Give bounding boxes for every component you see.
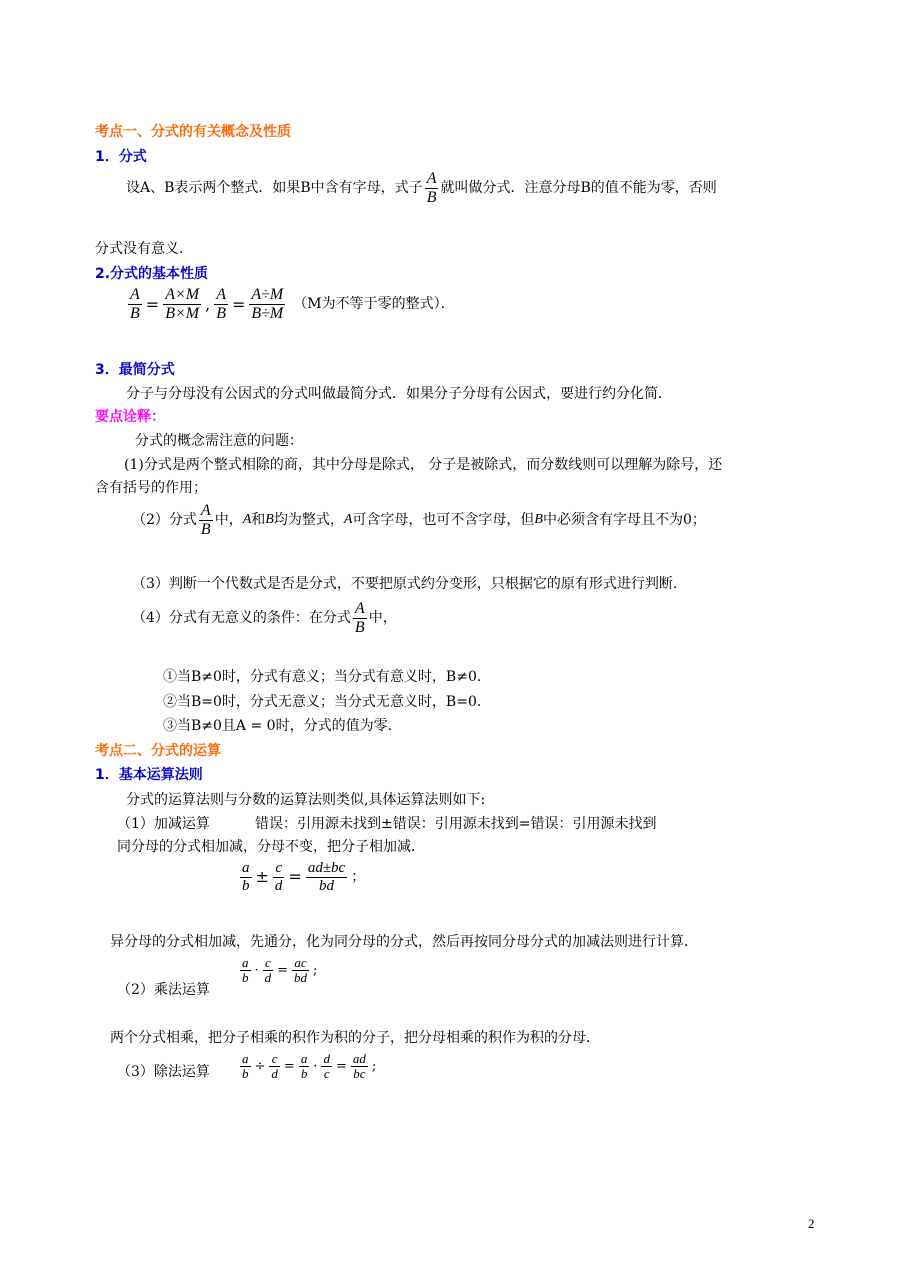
frac-ad-bc: $\frac{ad}{bc}$	[352, 1051, 366, 1082]
semicolon-2: ;	[313, 963, 318, 978]
dot-operator-2: ·	[313, 1059, 318, 1074]
var-A: A	[242, 511, 252, 527]
key-note-1-line-a: (1)分式是两个整式相除的商，其中分母是除式， 分子是被除式，而分数线则可以理解为除号，还	[124, 457, 723, 473]
add-sub-error-text: 错误：引用源未找到±错误：引用源未找到=错误：引用源未找到	[255, 816, 657, 832]
frac-ac-bd: $\frac{ac}{bd}$	[294, 955, 308, 986]
add-sub-label: （1）加减运算	[117, 816, 210, 832]
fraction-A-over-B-3: $\frac{A}{B}$	[354, 600, 365, 636]
comma: ,	[205, 294, 211, 314]
equals-sign: =	[145, 294, 160, 314]
property-note: （M为不等于零的整式）．	[293, 295, 455, 312]
heading-basic-property: 2.分式的基本性质	[95, 266, 209, 282]
frac-c-d: $\frac{c}{d}$	[274, 860, 283, 894]
var-B: B	[265, 511, 274, 527]
key-note-1-line-b: 含有括号的作用；	[95, 480, 207, 496]
frac-a-b-2: $\frac{a}{b}$	[242, 955, 249, 986]
key-note-2	[132, 502, 706, 538]
dot-operator: ·	[254, 963, 259, 978]
definition-text-c: 分式没有意义．	[95, 241, 193, 257]
frac-d-c: $\frac{d}{c}$	[323, 1051, 330, 1082]
add-diff-denominator: 异分母的分式相加减，先通分，化为同分母的分式，然后再按同分母分式的加减法则进行计算．	[110, 934, 698, 950]
semicolon: ；	[351, 868, 366, 885]
frac-a-b: $\frac{a}{b}$	[242, 860, 250, 894]
definition-text-a: 设A、B表示两个整式．如果B中含有字母，式子	[126, 179, 423, 196]
semicolon-3: ;	[371, 1059, 377, 1074]
condition-2: ②当B=0时，分式无意义；当分式无意义时，B=0．	[163, 694, 491, 710]
heading-basic-rules: 1．基本运算法则	[95, 767, 203, 783]
definition-line	[126, 170, 717, 206]
plus-minus: ±	[255, 867, 269, 887]
key-note-2-text-5: 中必须含有字母且不为0；	[542, 511, 706, 528]
section-2-title: 考点二、分式的运算	[95, 743, 221, 759]
heading-fraction: 1．分式	[95, 149, 147, 165]
frac-adpmbc-bd: $\frac{ad\pm bc}{bd}$	[307, 860, 346, 894]
frac-a-b-3: $\frac{a}{b}$	[242, 1051, 249, 1082]
key-note-3: （3）判断一个代数式是否是分式，不要把原式约分变形，只根据它的原有形式进行判断．	[132, 576, 687, 592]
var-B-2: B	[534, 511, 543, 527]
equals-sign-4: =	[277, 963, 289, 978]
frac-c-d-2: $\frac{c}{d}$	[264, 955, 272, 986]
key-note-2-text-4: 可含字母，也可不含字母，但	[352, 511, 535, 528]
fraction-A-over-B-2: $\frac{A}{B}$	[200, 502, 211, 538]
var-A-2: A	[343, 511, 353, 527]
frac-A-B-2: $\frac{A}{B}$	[216, 286, 226, 322]
key-notes-title: 要点诠释：	[95, 409, 165, 425]
mul-label: （2）乘法运算	[117, 982, 210, 998]
frac-A-B: $\frac{A}{B}$	[130, 286, 140, 322]
condition-3: ③当B≠0且A = 0时，分式的值为零．	[163, 718, 402, 734]
key-note-2-prefix: （2）分式	[132, 511, 197, 528]
heading-simplest-fraction: 3．最简分式	[95, 362, 175, 378]
equals-sign-2: =	[231, 294, 246, 314]
divide-operator: ÷	[254, 1059, 266, 1074]
frac-AxM-BxM: $\frac{A\times M}{B\times M}$	[165, 286, 200, 322]
equals-sign-6: =	[335, 1059, 347, 1074]
definition-text-b: 就叫做分式．注意分母B的值不能为零，否则	[440, 179, 717, 196]
frac-a-b-4: $\frac{a}{b}$	[300, 1051, 308, 1082]
add-sub-formula	[238, 860, 367, 894]
key-note-2-text-1: 中，	[214, 511, 243, 528]
frac-AdM-BdM: $\frac{A\div M}{B\div M}$	[251, 286, 284, 322]
basic-property-formula	[126, 286, 455, 322]
simplest-fraction-text: 分子与分母没有公因式的分式叫做最简分式．如果分子分母有公因式，要进行约分化简．	[126, 386, 672, 402]
div-formula	[238, 1052, 378, 1082]
equals-sign-5: =	[283, 1059, 295, 1074]
key-note-4-prefix: （4）分式有无意义的条件：在分式	[132, 609, 351, 626]
key-note-2-text-3: 均为整式，	[273, 511, 344, 528]
page-number: 2	[808, 1216, 815, 1231]
div-label: （3）除法运算	[117, 1064, 210, 1080]
condition-1: ①当B≠0时，分式有意义；当分式有意义时，B≠0．	[163, 669, 491, 685]
mul-desc: 两个分式相乘，把分子相乘的积作为积的分子，把分母相乘的积作为积的分母．	[110, 1030, 600, 1046]
fraction-A-over-B: $\frac{A}{B}$	[426, 170, 437, 206]
key-note-4-suffix: 中，	[368, 609, 397, 626]
mul-formula	[238, 956, 319, 986]
rules-intro: 分式的运算法则与分数的运算法则类似,具体运算法则如下:	[126, 792, 486, 808]
add-same-denominator: 同分母的分式相加减，分母不变，把分子相加减．	[117, 839, 425, 855]
frac-c-d-3: $\frac{c}{d}$	[271, 1051, 278, 1082]
key-notes-intro: 分式的概念需注意的问题：	[135, 433, 303, 449]
key-note-2-text-2: 和	[251, 511, 266, 528]
equals-sign-3: =	[288, 867, 302, 887]
key-note-4	[132, 600, 397, 636]
section-1-title: 考点一、分式的有关概念及性质	[95, 124, 291, 140]
